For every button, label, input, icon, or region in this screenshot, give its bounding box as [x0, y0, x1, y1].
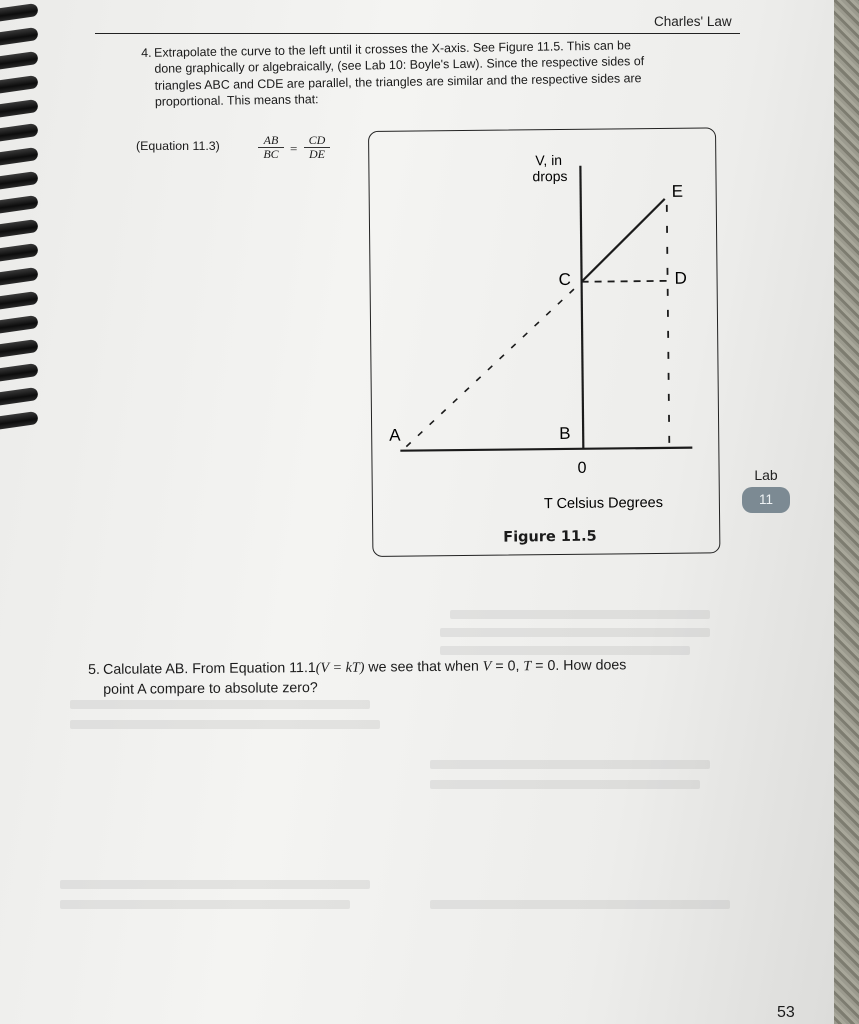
dashed-line-c-to-d: [582, 281, 668, 282]
point-c-label: C: [558, 269, 571, 290]
step-4-line: triangles ABC and CDE are parallel, the triangles are similar and the respective sides are: [154, 70, 642, 93]
step-5-text: = 0. How does: [531, 657, 627, 675]
step-5-line-2: point A compare to absolute zero?: [103, 679, 318, 698]
step-5-text: Calculate AB. From Equation 11.1: [103, 660, 316, 678]
x-axis-line: [400, 448, 692, 451]
step-4-line: done graphically or algebraically, (see Lab 10: Boyle's Law). Since the respective sides of: [154, 54, 645, 77]
y-axis-label-line1: V, in: [535, 151, 563, 169]
denominator: BC: [263, 147, 279, 161]
lab-tab-number: 11: [742, 487, 790, 513]
lab-tab-label: Lab: [754, 467, 778, 483]
step-4-paragraph: [141, 36, 702, 110]
step-5-number: 5.: [88, 661, 100, 678]
table-surface: [834, 0, 859, 1024]
fraction-cd-de: [304, 134, 330, 161]
fraction-ab-bc: [258, 134, 284, 161]
x-axis-label: T Celsius Degrees: [543, 494, 664, 513]
numerator: CD: [304, 134, 330, 148]
equation-label: (Equation 11.3): [136, 139, 220, 153]
step-4-line: proportional. This means that:: [154, 92, 319, 110]
step-5-paragraph: [88, 656, 688, 700]
point-d-label: D: [674, 268, 687, 288]
line-c-to-e: [581, 199, 666, 282]
point-e-label: E: [671, 181, 684, 201]
figure-diagram: [369, 128, 721, 558]
denominator: DE: [309, 147, 325, 161]
dashed-line-e-to-axis: [667, 205, 670, 448]
step-5-text: = 0,: [491, 658, 524, 675]
figure-caption: Figure 11.5: [503, 528, 597, 546]
running-header-title: Charles' Law: [654, 14, 732, 29]
equation-inline: (V = kT): [315, 659, 365, 677]
spiral-binding: [0, 0, 60, 1024]
point-b-label: B: [559, 423, 571, 444]
origin-label: 0: [577, 459, 587, 477]
equals-sign: =: [290, 141, 298, 156]
point-a-label: A: [389, 425, 401, 445]
numerator: AB: [258, 134, 284, 148]
step-4-number: 4.: [141, 45, 152, 60]
extrapolation-a-to-c: [405, 284, 582, 447]
step-4-line: Extrapolate the curve to the left until it crosses the X-axis. See Figure 11.5. This can be: [154, 38, 632, 60]
variable-v: V: [482, 658, 492, 675]
figure-11-5: [368, 127, 720, 557]
header-rule: [95, 33, 740, 34]
y-axis-label-line2: drops: [532, 167, 568, 185]
variable-t: T: [523, 658, 532, 675]
step-5-text: we see that when: [364, 658, 483, 676]
page-number: 53: [777, 1004, 795, 1021]
y-axis-line: [580, 166, 583, 449]
lab-tab: [741, 467, 791, 513]
